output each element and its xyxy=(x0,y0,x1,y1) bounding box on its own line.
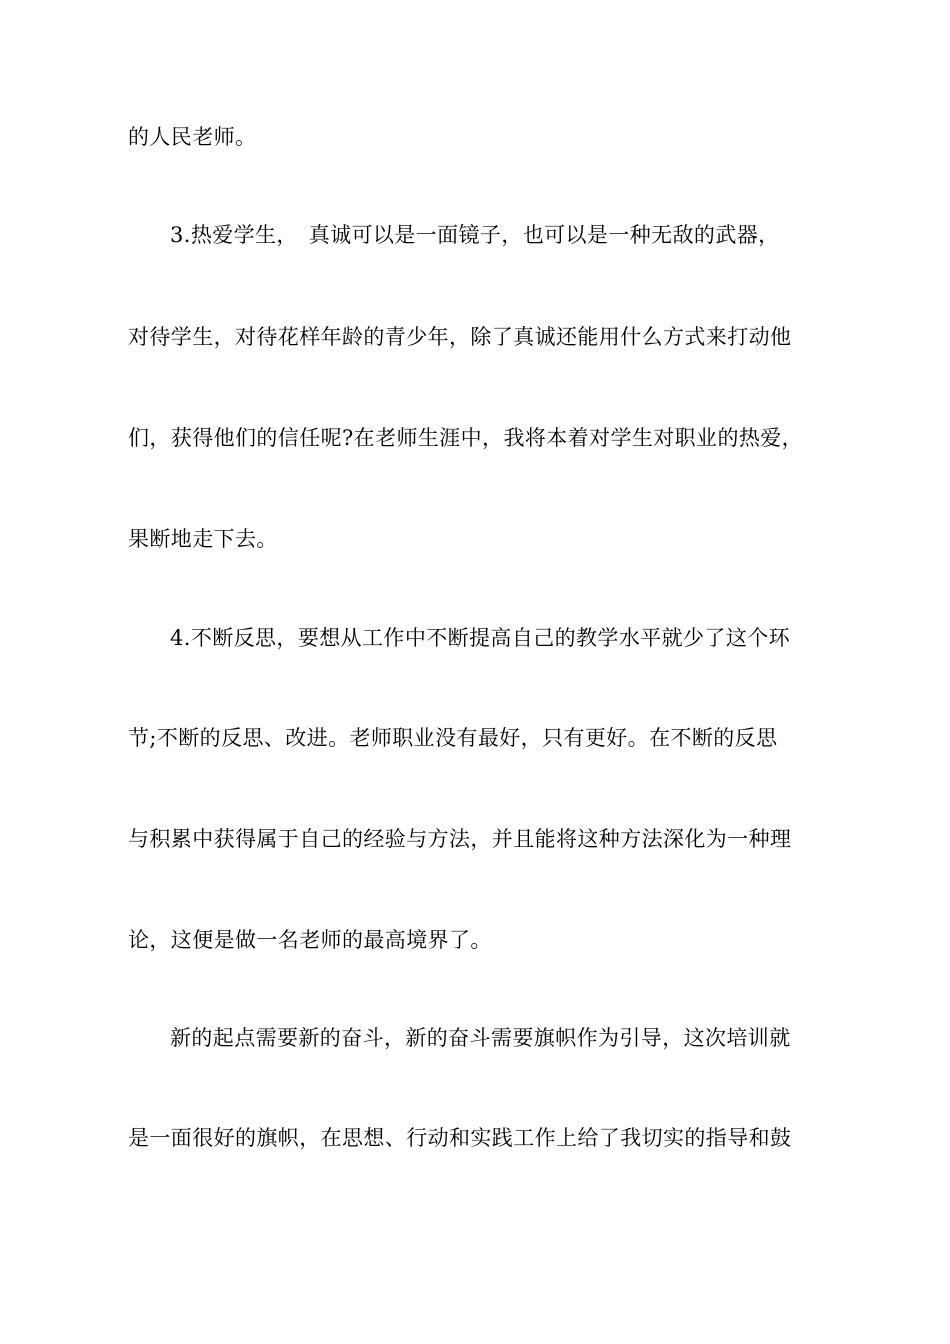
text-line: 果断地走下去。 xyxy=(128,527,278,551)
text-line: 3.热爱学生， 真诚可以是一面镜子，也可以是一种无敌的武器， xyxy=(170,223,780,247)
text-line: 们，获得他们的信任呢?在老师生涯中，我将本着对学生对职业的热爱， xyxy=(128,426,804,450)
text-line: 4.不断反思，要想从工作中不断提高自己的教学水平就少了这个环 xyxy=(170,626,791,650)
text-line: 与积累中获得属于自己的经验与方法，并且能将这种方法深化为一种理 xyxy=(128,827,792,851)
text-line: 是一面很好的旗帜，在思想、行动和实践工作上给了我切实的指导和鼓 xyxy=(128,1126,792,1150)
text-line: 的人民老师。 xyxy=(128,125,257,149)
text-line: 节;不断的反思、改进。老师职业没有最好，只有更好。在不断的反思 xyxy=(128,726,778,750)
text-line: 新的起点需要新的奋斗，新的奋斗需要旗帜作为引导，这次培训就 xyxy=(170,1026,791,1050)
text-line: 对待学生，对待花样年龄的青少年，除了真诚还能用什么方式来打动他 xyxy=(128,325,792,349)
text-line: 论，这便是做一名老师的最高境界了。 xyxy=(128,928,492,952)
